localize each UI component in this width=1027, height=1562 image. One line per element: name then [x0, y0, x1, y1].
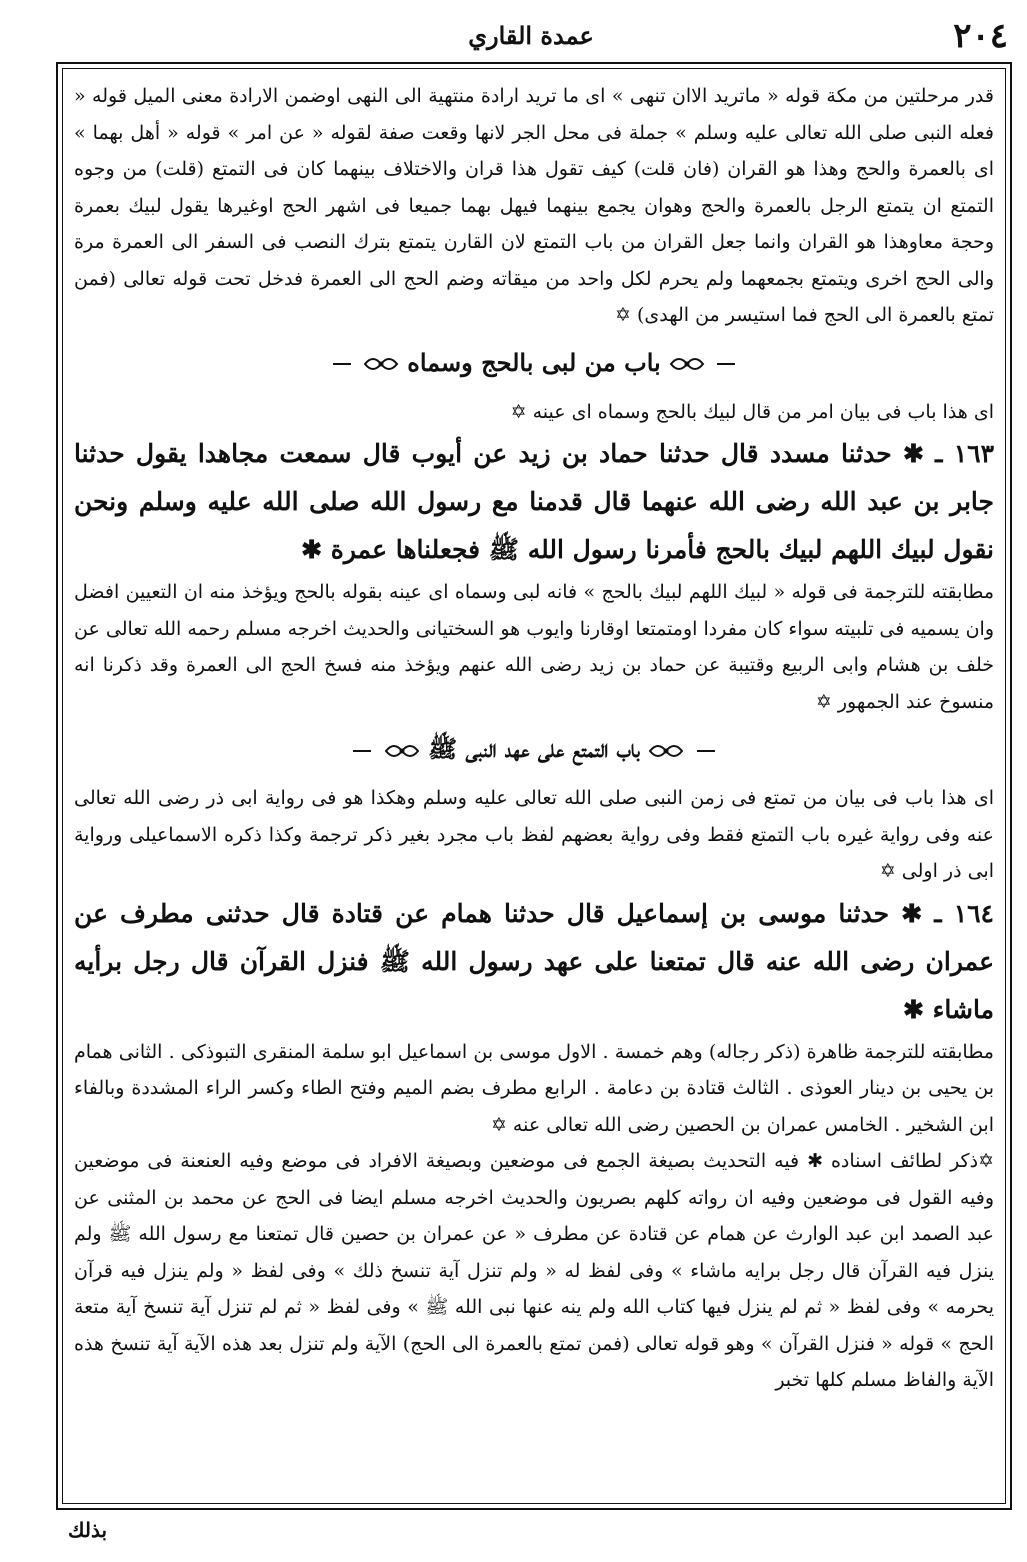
paragraph-commentary-2: مطابقته للترجمة فى قوله « لبيك اللهم لبيك بالحج » فانه لبى وسماه اى عينه بقوله بالحج ويؤخذ منه ان التعيين افضل وان يسميه فى تلبيته سواء كان مفردا اومتمتعا اوقارنا وايوب هو السختيانى والحديث اخرجه مسلم رحمه الله تعالى عن خلف بن هشام وابى الربيع وقتيبة عن حماد بن زيد رضى الله عنهم ويؤخذ منه فسخ الحج الى العمرة وقد ذكرنا انه منسوخ عند الجمهور ✡ [74, 581, 994, 713]
ornament-icon [384, 741, 420, 761]
page-body [74, 78, 994, 1498]
heading-rule [333, 363, 351, 365]
hadith-text: حدثنا مسدد قال حدثنا حماد بن زيد عن أيوب قال سمعت مجاهدا يقول حدثنا جابر بن عبد الله رضى الله عنهما قال قدمنا مع رسول الله صلى الله عليه وسلم ونحن نقول لبيك اللهم لبيك بالحج فأمرنا رسول الله ﷺ فجعلناها عمرة [74, 439, 994, 564]
paragraph-chapter-explanation-1: اى هذا باب فى بيان امر من قال لبيك بالحج وسماه اى عينه ✡ [510, 400, 994, 423]
ornament-icon [363, 354, 399, 374]
paragraph-chapter-explanation-2: اى هذا باب فى بيان من تمتع فى زمن النبى صلى الله تعالى عليه وسلم وهكذا هو فى رواية ابى ذر رضى الله تعالى عنه وفى رواية غيره باب التمتع فقط وفى رواية بعضهم لفظ باب مجرد بغير ذكر ترجمة وكذا ذكره الاسماعيلى ورواية ابى ذر اولى ✡ [74, 787, 994, 882]
hadith-number: ١٦٤ [953, 898, 994, 928]
paragraph-narrators: مطابقته للترجمة ظاهرة (ذكر رجاله) وهم خمسة . الاول موسى بن اسماعيل ابو سلمة المنقرى التبوذكى . الثانى همام بن يحيى بن دينار العوذى . الثالث قتادة بن دعامة . الرابع مطرف بضم الميم وفتح الطاء وكسر الراء المشددة وبالفاء ابن الشخير . الخامس عمران بن الحصين رضى الله تعالى عنه ✡ [74, 1040, 994, 1136]
page [48, 14, 1014, 1544]
chapter-heading-text: باب التمتع على عهد النبى ﷺ [428, 734, 640, 763]
paragraph-commentary-1: قدر مرحلتين من مكة قوله « ماتريد الاان تنهى » اى ما تريد ارادة منتهية الى النهى اوضمن الارادة معنى الميل قوله « فعله النبى صلى الله تعالى عليه وسلم » جملة فى محل الجر لانها وقعت صفة لقوله « عن امر » قوله « أهل بهما » اى بالعمرة والحج وهذا هو القران (فان قلت) كيف تقول هذا قران والاختلاف بينهما كان فى التمتع (قلت) من وجوه التمتع ان يتمتع الرجل بالعمرة والحج وهوان يجمع بينهما فيهل بهما جميعا فى اشهر الحج اوغيرها يقول لبيك بعمرة وحجة معاوهذا هو القران وانما جعل القران من باب التمتع لان القارن يتمتع بترك النصب فى السفر الى العمرة مرة والى الحج اخرى ويتمتع بجمعهما ولم يحرم لكل واحد من ميقاته وضم الحج الى العمرة فدخل تحت قوله تعالى (فمن تمتع بالعمرة الى الحج فما استيسر من الهدى) ✡ [74, 85, 994, 326]
heading-rule [717, 363, 735, 365]
paragraph-isnad-notes: ✡ذكر لطائف اسناده ✱ فيه التحديث بصيغة الجمع فى موضعين وبصيغة الافراد فى موضع وفيه العنعنة فى موضعين وفيه القول فى موضعين وفيه ان رواته كلهم بصريون والحديث اخرجه مسلم ايضا فى الحج عن محمد بن المثنى عن عبد الصمد ابن عبد الوارث عن همام عن قتادة عن مطرف « عن عمران بن حصين قال تمتعنا مع رسول الله ﷺ ولم ينزل فيه القرآن قال رجل برايه ماشاء » وفى لفظ له « ولم تنزل آية تنسخ ذلك » وفى لفظ « ولم ينزل فيه قرآن يحرمه » وفى لفظ « ثم لم ينزل فيها كتاب الله ولم ينه عنها نبى الله ﷺ » وفى لفظ « ثم لم تنزل آية تنسخ آية متعة الحج » قوله « فنزل القرآن » وهو قوله تعالى (فمن تمتع بالعمرة الى الحج) الآية ولم تنزل بعد هذه الآية آية تنسخ هذه الآية والفاظ مسلم كلها تخبر [74, 1150, 994, 1391]
hadith-number: ١٦٣ [953, 439, 995, 468]
hadith-text: حدثنا موسى بن إسماعيل قال حدثنا همام عن قتادة قال حدثنى مطرف عن عمران رضى الله عنه قال تمتعنا على عهد رسول الله ﷺ فنزل القرآن قال رجل برأيه ماشاء [74, 898, 994, 1024]
chapter-heading-1 [74, 340, 994, 386]
hadith-164: ١٦٤ ـ ✱ حدثنا موسى بن إسماعيل قال حدثنا همام عن قتادة قال حدثنى مطرف عن عمران رضى الله عنه قال تمتعنا على عهد رسول الله ﷺ فنزل القرآن قال رجل برأيه ماشاء ✱ [74, 898, 994, 1024]
text-frame [56, 62, 1012, 1510]
hadith-163: ١٦٣ ـ ✱ حدثنا مسدد قال حدثنا حماد بن زيد عن أيوب قال سمعت مجاهدا يقول حدثنا جابر بن عبد الله رضى الله عنهما قال قدمنا مع رسول الله صلى الله عليه وسلم ونحن نقول لبيك اللهم لبيك بالحج فأمرنا رسول الله ﷺ فجعلناها عمرة ✱ [74, 439, 995, 564]
heading-rule [353, 750, 371, 752]
chapter-heading-text: باب من لبى بالحج وسماه [407, 347, 661, 377]
page-number: ٢٠٤ [953, 16, 1008, 56]
ornament-icon [669, 354, 705, 374]
catchword: بذلك [68, 1518, 108, 1542]
running-title: عمدة القاري [468, 21, 594, 50]
chapter-heading-2 [74, 726, 994, 772]
ornament-icon [648, 741, 684, 761]
page-header [48, 14, 1014, 58]
heading-rule [697, 750, 715, 752]
